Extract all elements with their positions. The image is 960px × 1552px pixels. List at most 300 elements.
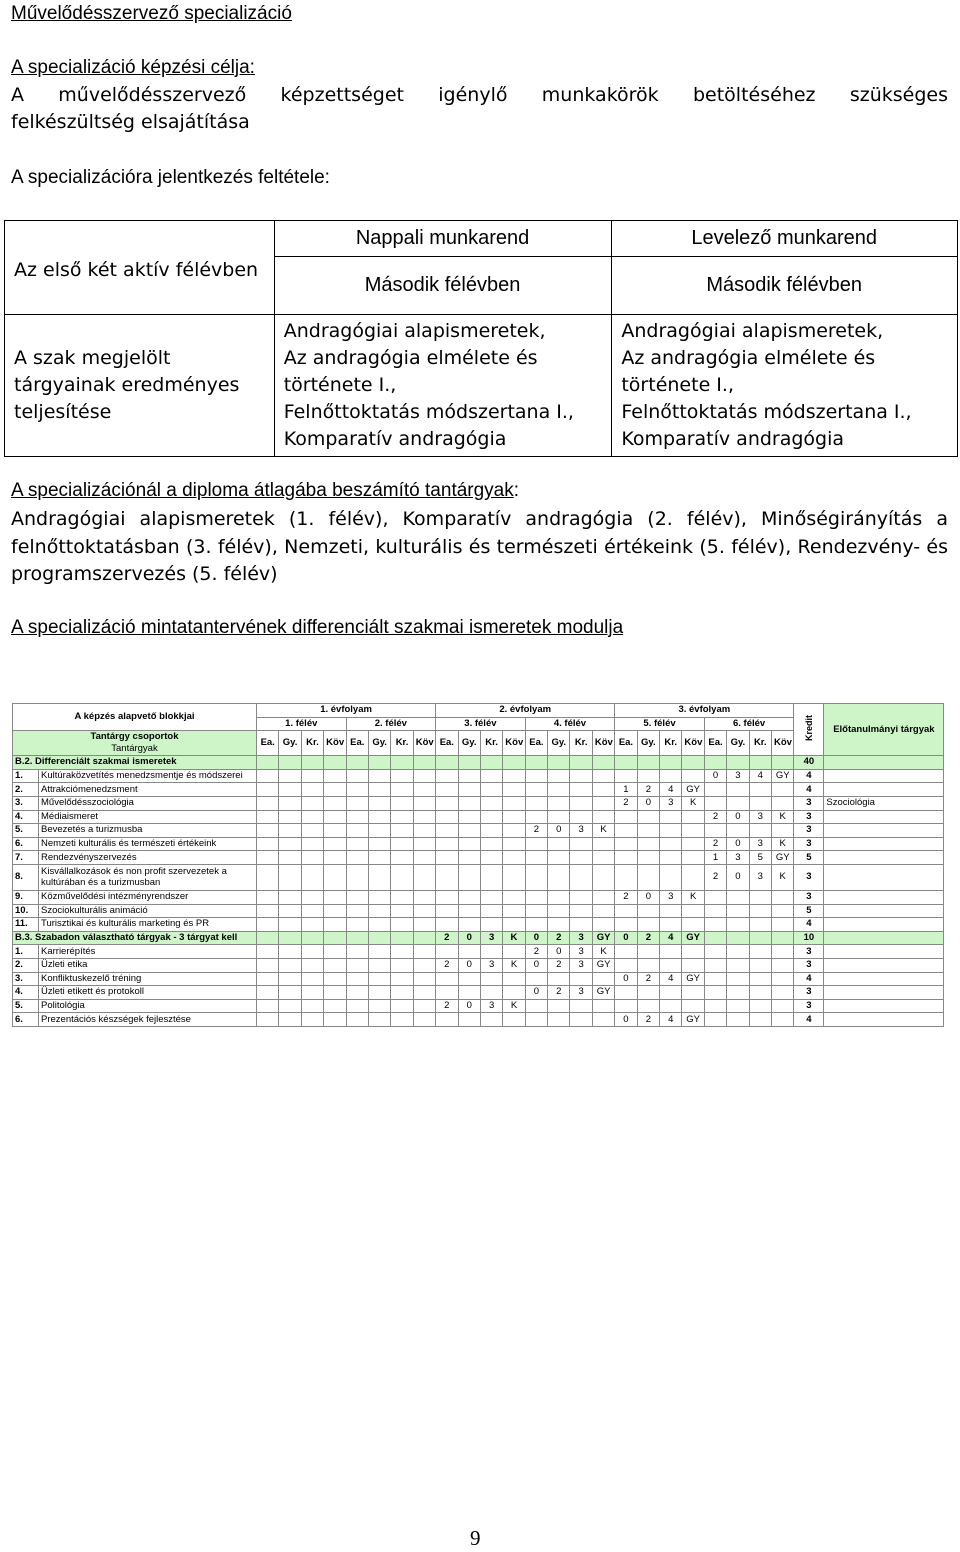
grade-cell <box>615 958 637 972</box>
grade-cell <box>704 986 726 1000</box>
grade-cell <box>525 864 547 890</box>
subject-name: Turisztikai és kulturális marketing és PR <box>39 918 257 932</box>
grade-cell <box>704 945 726 959</box>
grade-cell <box>346 769 368 783</box>
grade-cell <box>615 918 637 932</box>
grade-cell <box>346 918 368 932</box>
subject-kredit: 4 <box>794 783 824 797</box>
grade-cell <box>279 904 301 918</box>
grade-cell <box>458 986 480 1000</box>
grade-cell <box>682 986 704 1000</box>
grade-cell <box>727 904 749 918</box>
subject-number: 2. <box>13 783 39 797</box>
section-cell <box>301 931 323 945</box>
grade-cell <box>548 796 570 810</box>
grade-cell <box>368 796 390 810</box>
grade-cell <box>413 904 435 918</box>
corr-semester-header: Második félévben <box>612 257 958 315</box>
grade-cell: 1 <box>704 851 726 865</box>
grade-cell <box>413 918 435 932</box>
grade-cell <box>346 945 368 959</box>
grade-cell <box>525 904 547 918</box>
semester-header: 1. félév <box>257 717 347 731</box>
grade-cell <box>257 810 279 824</box>
grade-cell <box>704 1013 726 1027</box>
grade-cell <box>279 864 301 890</box>
grade-cell <box>458 1013 480 1027</box>
section-cell <box>257 756 279 770</box>
subject-prereq <box>824 810 944 824</box>
grade-cell <box>525 769 547 783</box>
grade-cell: GY <box>682 972 704 986</box>
sub-header: Ea. <box>346 731 368 756</box>
grade-cell <box>301 999 323 1013</box>
section-cell <box>660 756 682 770</box>
grade-cell <box>570 890 592 904</box>
grade-cell <box>548 783 570 797</box>
grade-cell <box>324 783 346 797</box>
grade-cell <box>413 890 435 904</box>
subject-number: 3. <box>13 796 39 810</box>
grade-cell <box>570 837 592 851</box>
sub-header: Köv <box>682 731 704 756</box>
grade-cell <box>458 837 480 851</box>
subject-prereq <box>824 986 944 1000</box>
grade-cell <box>771 958 793 972</box>
grade-cell <box>391 796 413 810</box>
grade-cell <box>682 810 704 824</box>
grade-cell <box>592 904 614 918</box>
grade-cell <box>503 851 525 865</box>
subject-prereq <box>824 824 944 838</box>
grade-cell <box>592 810 614 824</box>
grade-cell: 3 <box>570 986 592 1000</box>
header-row-years <box>13 704 944 718</box>
grade-cell <box>615 999 637 1013</box>
subject-number: 2. <box>13 958 39 972</box>
grade-cell <box>346 810 368 824</box>
section-prereq <box>824 931 944 945</box>
grade-cell <box>525 1013 547 1027</box>
section-cell <box>279 931 301 945</box>
grade-cell <box>391 986 413 1000</box>
grade-cell <box>503 783 525 797</box>
sub-header: Gy. <box>279 731 301 756</box>
section-cell <box>592 756 614 770</box>
grade-cell <box>570 810 592 824</box>
grade-cell <box>503 837 525 851</box>
sub-header: Kr. <box>301 731 323 756</box>
grade-cell <box>548 864 570 890</box>
grade-cell <box>279 986 301 1000</box>
grade-cell <box>637 958 659 972</box>
subject-number: 1. <box>13 769 39 783</box>
grade-cell <box>301 945 323 959</box>
grade-cell: 4 <box>660 1013 682 1027</box>
section-cell <box>548 756 570 770</box>
grade-cell <box>257 890 279 904</box>
sub-header: Gy. <box>458 731 480 756</box>
grade-cell <box>324 890 346 904</box>
grade-cell <box>682 851 704 865</box>
subject-kredit: 4 <box>794 1013 824 1027</box>
grade-cell <box>324 999 346 1013</box>
grade-cell <box>570 972 592 986</box>
grade-cell <box>592 783 614 797</box>
subject-name: Rendezvényszervezés <box>39 851 257 865</box>
sub-header: Ea. <box>436 731 458 756</box>
subject-number: 5. <box>13 824 39 838</box>
grade-cell <box>503 890 525 904</box>
sub-header: Kr. <box>660 731 682 756</box>
subject-row <box>13 890 944 904</box>
grade-cell <box>279 810 301 824</box>
grade-cell <box>771 904 793 918</box>
grade-cell <box>257 837 279 851</box>
sub-header: Kr. <box>749 731 771 756</box>
section-cell <box>391 931 413 945</box>
grade-cell: 3 <box>480 958 502 972</box>
subject-kredit: 3 <box>794 796 824 810</box>
grade-cell <box>301 986 323 1000</box>
section-cell <box>368 931 390 945</box>
grade-cell <box>436 783 458 797</box>
grade-cell <box>548 972 570 986</box>
grade-cell: 3 <box>727 769 749 783</box>
subject-name: Nemzeti kulturális és természeti értékeink <box>39 837 257 851</box>
grade-cell <box>391 769 413 783</box>
goal-text-line1 <box>11 84 948 106</box>
grade-cell <box>413 972 435 986</box>
grade-cell: GY <box>682 783 704 797</box>
subject-name: Üzleti etika <box>39 958 257 972</box>
subject-name: Közművelődési intézményrendszer <box>39 890 257 904</box>
grade-cell <box>346 958 368 972</box>
subject-row <box>13 824 944 838</box>
grade-cell <box>279 1013 301 1027</box>
grade-cell: GY <box>592 958 614 972</box>
grade-cell: 1 <box>615 783 637 797</box>
semester-header: 3. félév <box>436 717 526 731</box>
grade-cell <box>525 837 547 851</box>
grade-cell <box>771 945 793 959</box>
grade-cell: 3 <box>660 796 682 810</box>
grade-cell <box>324 1013 346 1027</box>
curriculum-table <box>12 703 944 1027</box>
grade-cell <box>615 851 637 865</box>
grade-cell <box>458 904 480 918</box>
grade-cell <box>368 986 390 1000</box>
grade-cell <box>570 864 592 890</box>
grade-cell: 0 <box>615 972 637 986</box>
kredit-header <box>794 704 824 756</box>
subject-row <box>13 837 944 851</box>
grade-cell <box>525 851 547 865</box>
grade-cell <box>480 851 502 865</box>
subject-row <box>13 810 944 824</box>
grade-cell <box>368 945 390 959</box>
section-cell <box>324 931 346 945</box>
section-row <box>13 931 944 945</box>
grade-cell <box>682 864 704 890</box>
section-cell <box>391 756 413 770</box>
grade-cell <box>324 824 346 838</box>
grade-cell: GY <box>771 769 793 783</box>
subject-kredit: 3 <box>794 890 824 904</box>
grade-cell <box>771 783 793 797</box>
grade-cell <box>324 864 346 890</box>
grade-cell <box>749 783 771 797</box>
sub-header: Gy. <box>368 731 390 756</box>
sub-header: Gy. <box>727 731 749 756</box>
grade-cell <box>301 958 323 972</box>
grade-cell <box>682 958 704 972</box>
grade-cell <box>346 851 368 865</box>
sub-header: Ea. <box>704 731 726 756</box>
page-title: Művelődésszervező specializáció <box>11 3 292 24</box>
subject-row <box>13 769 944 783</box>
subject-prereq <box>824 864 944 890</box>
subject-prereq <box>824 918 944 932</box>
section-cell <box>749 931 771 945</box>
grade-cell <box>346 904 368 918</box>
grade-cell <box>525 890 547 904</box>
subjects-label: Tantárgyak <box>111 743 158 755</box>
grade-cell <box>301 890 323 904</box>
grade-cell <box>570 999 592 1013</box>
grade-cell <box>771 1013 793 1027</box>
section-cell <box>771 756 793 770</box>
year-header: 1. évfolyam <box>257 704 436 718</box>
semester-header: 5. félév <box>615 717 705 731</box>
grade-cell <box>391 945 413 959</box>
course-item: Felnőttoktatás módszertana I., <box>621 401 912 423</box>
grade-cell <box>704 904 726 918</box>
grade-cell <box>257 999 279 1013</box>
sub-header: Gy. <box>548 731 570 756</box>
grade-cell <box>727 958 749 972</box>
grade-cell <box>279 796 301 810</box>
grade-cell <box>503 769 525 783</box>
grade-cell <box>436 972 458 986</box>
grade-cell <box>570 796 592 810</box>
grade-cell: 3 <box>570 824 592 838</box>
grade-cell <box>257 945 279 959</box>
grade-cell: K <box>771 864 793 890</box>
grade-cell <box>391 918 413 932</box>
grade-cell <box>413 1013 435 1027</box>
sub-header: Köv <box>503 731 525 756</box>
semester-header: 2. félév <box>346 717 436 731</box>
grade-cell <box>615 904 637 918</box>
subject-number: 1. <box>13 945 39 959</box>
subject-number: 8. <box>13 864 39 890</box>
section-cell <box>637 756 659 770</box>
grade-cell <box>458 783 480 797</box>
subject-number: 9. <box>13 890 39 904</box>
section-cell <box>257 931 279 945</box>
grade-cell <box>525 796 547 810</box>
grade-cell <box>660 958 682 972</box>
kredit-label: Kredit <box>803 714 814 741</box>
section-kredit: 10 <box>794 931 824 945</box>
diploma-heading-text: A specializációnál a diploma átlagába beszámító tantárgyak <box>11 480 514 501</box>
grade-cell <box>391 810 413 824</box>
grade-cell: 2 <box>637 783 659 797</box>
grid-corner: A képzés alapvető blokkjai <box>13 704 257 731</box>
grade-cell <box>257 904 279 918</box>
grade-cell <box>615 769 637 783</box>
grade-cell <box>727 999 749 1013</box>
subject-name: Bevezetés a turizmusba <box>39 824 257 838</box>
section-cell <box>525 756 547 770</box>
subject-kredit: 3 <box>794 986 824 1000</box>
grade-cell: 3 <box>749 837 771 851</box>
grade-cell <box>749 986 771 1000</box>
grade-cell <box>525 810 547 824</box>
grade-cell <box>279 769 301 783</box>
grade-cell <box>771 999 793 1013</box>
subject-kredit: 4 <box>794 972 824 986</box>
grade-cell <box>682 769 704 783</box>
subject-prereq <box>824 972 944 986</box>
subject-number: 4. <box>13 810 39 824</box>
grade-cell <box>458 864 480 890</box>
subject-row <box>13 958 944 972</box>
grade-cell <box>346 999 368 1013</box>
sub-header: Gy. <box>637 731 659 756</box>
subject-row <box>13 1013 944 1027</box>
subject-kredit: 3 <box>794 837 824 851</box>
section-row <box>13 756 944 770</box>
diploma-heading <box>11 480 519 502</box>
grade-cell <box>660 945 682 959</box>
grade-cell <box>480 824 502 838</box>
course-item: Andragógiai alapismeretek, <box>621 320 884 342</box>
grade-cell <box>301 824 323 838</box>
grade-cell <box>749 999 771 1013</box>
grade-cell <box>413 958 435 972</box>
course-item: Az andragógia elmélete és története I., <box>621 347 876 396</box>
grade-cell <box>727 824 749 838</box>
curriculum-grid <box>12 703 944 1027</box>
grade-cell <box>346 986 368 1000</box>
grade-cell <box>324 851 346 865</box>
grade-cell <box>660 986 682 1000</box>
grade-cell <box>749 824 771 838</box>
grade-cell <box>413 986 435 1000</box>
grade-cell <box>391 972 413 986</box>
grade-cell <box>279 972 301 986</box>
subject-name: Karrierépítés <box>39 945 257 959</box>
grade-cell <box>301 904 323 918</box>
section-cell: 0 <box>525 931 547 945</box>
grade-cell <box>368 810 390 824</box>
grade-cell <box>637 810 659 824</box>
grade-cell <box>637 769 659 783</box>
section-cell <box>771 931 793 945</box>
subject-name: Művelődésszociológia <box>39 796 257 810</box>
grade-cell <box>704 824 726 838</box>
grade-cell: K <box>682 796 704 810</box>
goal-heading: A specializáció képzési célja: <box>11 57 255 78</box>
grade-cell <box>279 999 301 1013</box>
grade-cell <box>436 918 458 932</box>
grade-cell <box>480 1013 502 1027</box>
grade-cell <box>771 824 793 838</box>
grade-cell <box>458 918 480 932</box>
grade-cell <box>257 918 279 932</box>
grade-cell <box>279 851 301 865</box>
grade-cell <box>615 945 637 959</box>
subject-number: 11. <box>13 918 39 932</box>
section-cell: GY <box>592 931 614 945</box>
grade-cell <box>682 837 704 851</box>
grade-cell <box>413 851 435 865</box>
page-number: 9 <box>470 1526 481 1550</box>
grade-cell <box>413 796 435 810</box>
section-cell <box>480 756 502 770</box>
grade-cell <box>368 837 390 851</box>
section-cell <box>346 931 368 945</box>
grade-cell: 0 <box>525 958 547 972</box>
grade-cell <box>368 972 390 986</box>
grade-cell <box>592 864 614 890</box>
grade-cell <box>592 918 614 932</box>
subject-number: 4. <box>13 986 39 1000</box>
grade-cell <box>592 796 614 810</box>
subject-prereq: Szociológia <box>824 796 944 810</box>
grade-cell: 2 <box>637 972 659 986</box>
grade-cell <box>480 945 502 959</box>
grade-cell <box>548 837 570 851</box>
grade-cell <box>749 796 771 810</box>
section-cell <box>301 756 323 770</box>
grade-cell <box>480 904 502 918</box>
grade-cell: 0 <box>458 958 480 972</box>
subject-prereq <box>824 958 944 972</box>
grade-cell <box>301 783 323 797</box>
grade-cell <box>592 999 614 1013</box>
section-cell <box>368 756 390 770</box>
grade-cell <box>436 851 458 865</box>
grade-cell <box>682 824 704 838</box>
grade-cell <box>413 769 435 783</box>
section-cell: 2 <box>548 931 570 945</box>
section-label: B.3. Szabadon választható tárgyak - 3 tárgyat kell <box>13 931 257 945</box>
subject-number: 3. <box>13 972 39 986</box>
grade-cell <box>727 783 749 797</box>
requirement-table <box>4 220 958 457</box>
grade-cell <box>257 783 279 797</box>
grade-cell <box>771 796 793 810</box>
grade-cell: 3 <box>570 958 592 972</box>
section-cell <box>727 756 749 770</box>
group-header <box>13 731 257 756</box>
grade-cell <box>301 1013 323 1027</box>
grade-cell <box>480 918 502 932</box>
grade-cell <box>413 783 435 797</box>
grade-cell <box>480 810 502 824</box>
grade-cell: 2 <box>525 824 547 838</box>
grade-cell <box>368 824 390 838</box>
grade-cell <box>436 769 458 783</box>
grade-cell <box>324 972 346 986</box>
grade-cell <box>458 972 480 986</box>
grade-cell: K <box>682 890 704 904</box>
subject-prereq <box>824 783 944 797</box>
grade-cell <box>503 810 525 824</box>
